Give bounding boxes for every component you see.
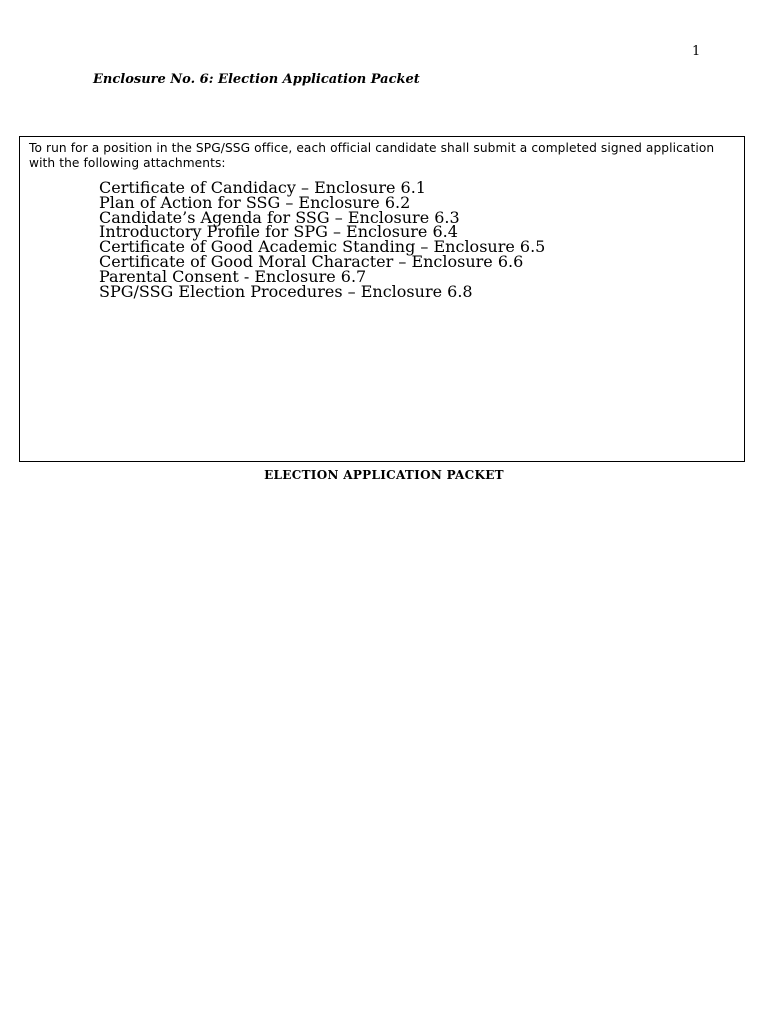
attachment-item: Certificate of Good Academic Standing – Enclosure 6.5 xyxy=(99,237,546,257)
packet-intro-text: To run for a position in the SPG/SSG office, each official candidate shall submit a completed signed application with the following attachments: xyxy=(29,141,715,170)
application-packet-box xyxy=(19,136,745,462)
attachment-item: Parental Consent - Enclosure 6.7 xyxy=(99,266,367,286)
attachment-item: Certificate of Candidacy – Enclosure 6.1 xyxy=(99,178,426,197)
attachment-item: Certificate of Good Moral Character – Enclosure 6.6 xyxy=(99,251,524,271)
attachments-list xyxy=(99,178,546,301)
attachment-item: SPG/SSG Election Procedures – Enclosure 6.8 xyxy=(99,281,473,301)
attachment-item: Plan of Action for SSG – Enclosure 6.2 xyxy=(99,192,411,212)
attachment-item: Candidate’s Agenda for SSG – Enclosure 6.3 xyxy=(99,207,460,227)
enclosure-title: Enclosure No. 6: Election Application Packet xyxy=(93,72,420,87)
attachment-item: Introductory Profile for SPG – Enclosure 6.4 xyxy=(99,222,458,242)
box-caption: ELECTION APPLICATION PACKET xyxy=(264,468,504,482)
page-number: 1 xyxy=(692,44,701,59)
